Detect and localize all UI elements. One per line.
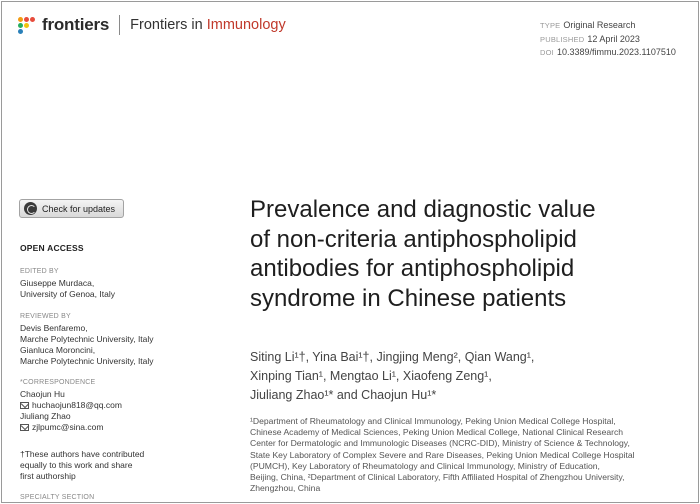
journal-header <box>18 15 286 35</box>
equal-contribution-note: †These authors have contributed equally to this work and share first authorship <box>20 449 145 481</box>
published-date: PUBLISHED 12 April 2023 <box>540 33 640 44</box>
refresh-icon <box>24 202 37 215</box>
email-link[interactable]: huchaojun818@qq.com <box>20 400 220 411</box>
envelope-icon <box>20 402 29 409</box>
correspondence: *CORRESPONDENCE Chaojun Hu huchaojun818@qq.com Jiuliang Zhao zjlpumc@sina.com <box>20 377 220 433</box>
article-meta <box>540 19 676 60</box>
envelope-icon <box>20 424 29 431</box>
article-type: TYPE Original Research <box>540 20 636 30</box>
check-for-updates-button[interactable]: Check for updates <box>19 199 124 218</box>
journal-name: Frontiers in Immunology <box>130 17 286 33</box>
email-link[interactable]: zjlpumc@sina.com <box>20 422 220 433</box>
page <box>1 1 699 503</box>
frontiers-logo-icon <box>18 15 38 35</box>
specialty-section: SPECIALTY SECTION <box>20 494 95 501</box>
edited-by: EDITED BY Giuseppe Murdaca, University of Genoa, Italy <box>20 268 115 299</box>
header-divider <box>119 15 120 35</box>
reviewed-by: REVIEWED BY Devis Benfaremo, Marche Polytechnic University, Italy Gianluca Moroncini, Marche Polytechnic University, Italy <box>20 313 154 366</box>
article-title: Prevalence and diagnostic value of non-criteria antiphospholipid antibodies for antiphospholipid syndrome in Chinese patients <box>250 196 596 312</box>
publisher-name: frontiers <box>42 15 110 34</box>
author-list: Siting Li¹†, Yina Bai¹†, Jingjing Meng², Qian Wang¹, Xinping Tian¹, Mengtao Li¹, Xiaofeng Zeng¹, Jiuliang Zhao¹* and Chaojun Hu¹* <box>250 350 535 402</box>
affiliations: ¹Department of Rheumatology and Clinical Immunology, Peking Union Medical College Hospital, Chinese Academy of Medical Sciences, Peking Union Medical College, National Clinical Research Center for Dermatologic and Immunologic Diseases (NCRC-DID), Ministry of Science & Technology, State Key Laboratory of Complex Severe and Rare Diseases, Peking Union Medical College Hospital (PUMCH), Key Laboratory of Rheumatology and Clinical Immunology, Ministry of Education, Beijing, China, ²Department of Clinical Laboratory, Fifth Affiliated Hospital of Zhengzhou University, Zhengzhou, China <box>250 416 635 494</box>
doi: DOI 10.3389/fimmu.2023.1107510 <box>540 47 676 57</box>
open-access-label: OPEN ACCESS <box>20 243 84 253</box>
